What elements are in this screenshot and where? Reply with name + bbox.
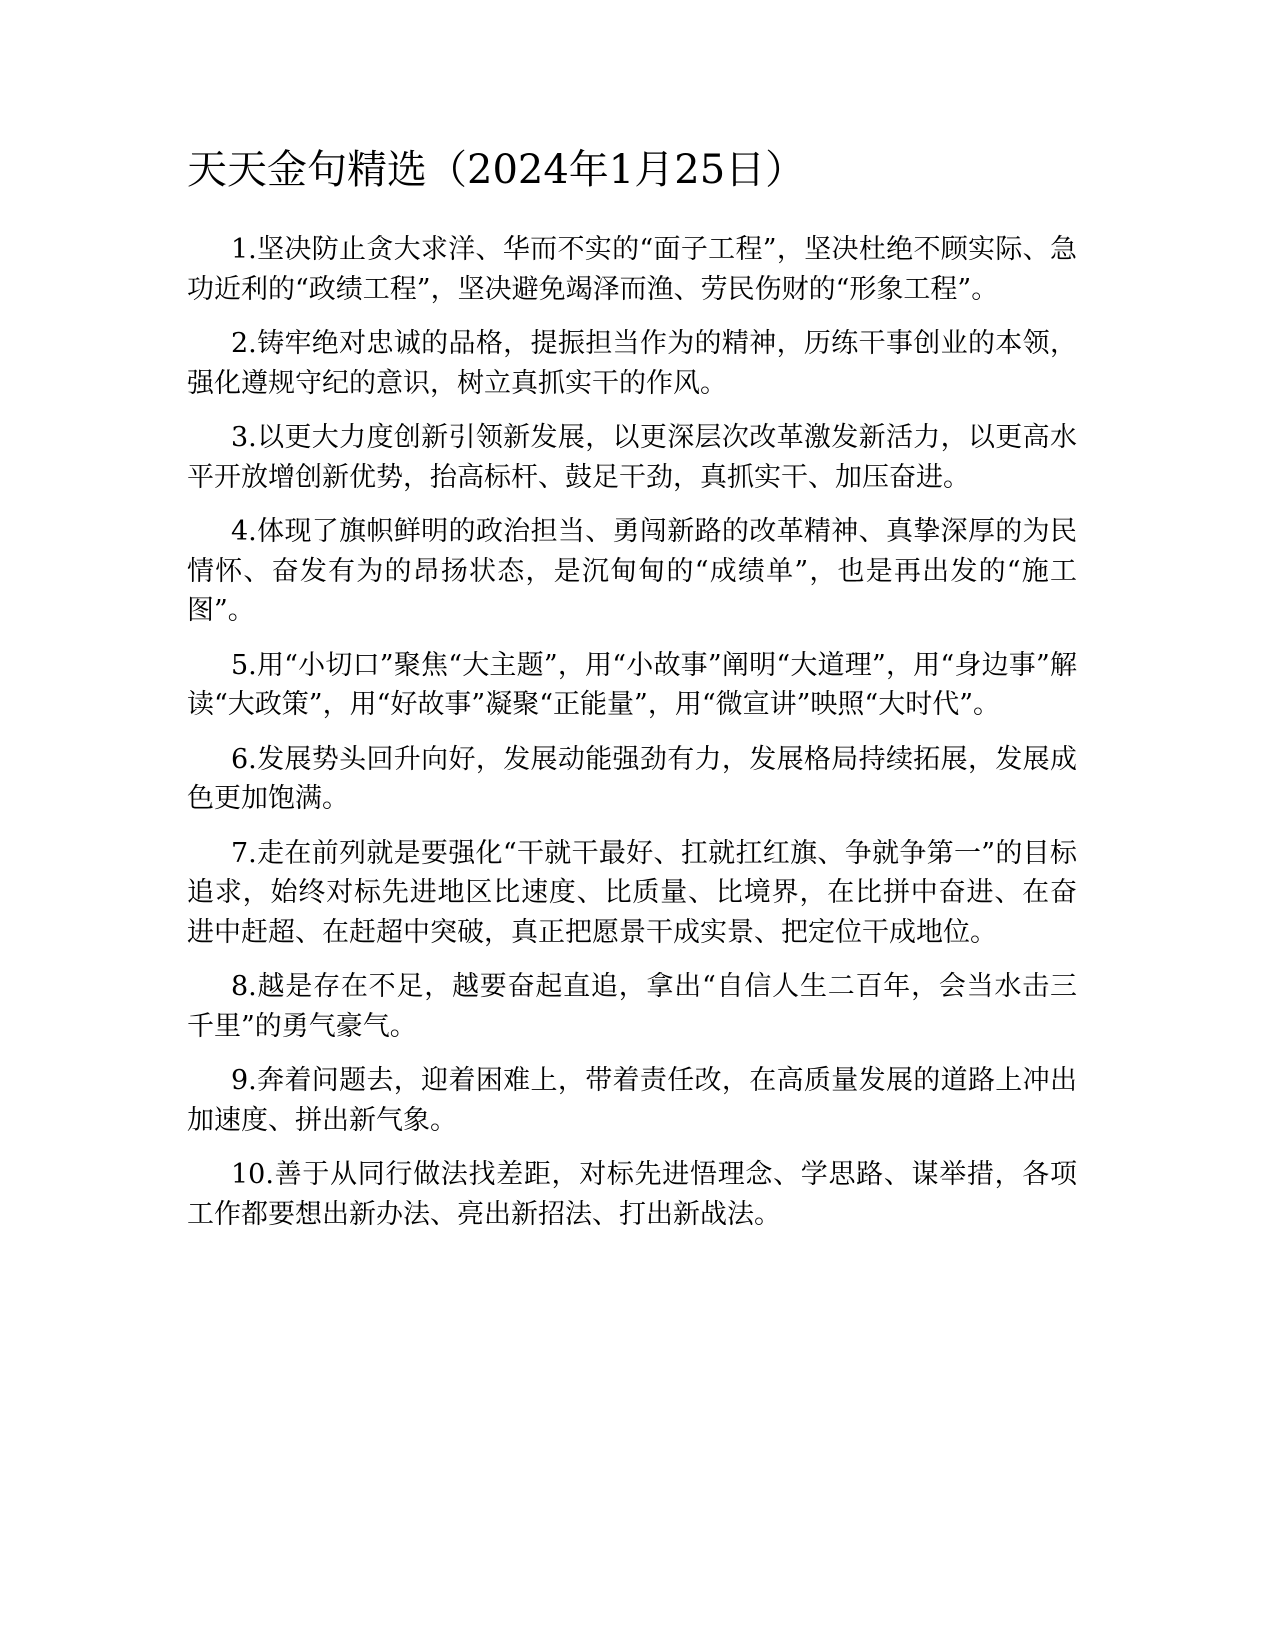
page-title: 天天金句精选（2024年1月25日） [187,147,806,193]
document-body [187,140,1077,1249]
quote-item: 3.以更大力度创新引领新发展，以更深层次改革激发新活力，以更高水平开放增创新优势，抬高标杆、鼓足干劲，真抓实干、加压奋进。 [187,422,1077,493]
quote-item: 8.越是存在不足，越要奋起直追，拿出“自信人生二百年，会当水击三千里”的勇气豪气。 [187,971,1077,1042]
quote-item: 4.体现了旗帜鲜明的政治担当、勇闯新路的改革精神、真挚深厚的为民情怀、奋发有为的昂扬状态，是沉甸甸的“成绩单”，也是再出发的“施工图”。 [187,516,1077,626]
quote-item: 5.用“小切口”聚焦“大主题”，用“小故事”阐明“大道理”，用“身边事”解读“大政策”，用“好故事”凝聚“正能量”，用“微宣讲”映照“大时代”。 [187,649,1077,720]
quote-item: 2.铸牢绝对忠诚的品格，提振担当作为的精神，历练干事创业的本领，强化遵规守纪的意识，树立真抓实干的作风。 [187,328,1077,399]
quote-item: 7.走在前列就是要强化“干就干最好、扛就扛红旗、争就争第一”的目标追求，始终对标先进地区比速度、比质量、比境界，在比拼中奋进、在奋进中赶超、在赶超中突破，真正把愿景干成实景、把定位干成地位。 [187,837,1077,948]
quote-item: 10.善于从同行做法找差距，对标先进悟理念、学思路、谋举措，各项工作都要想出新办法、亮出新招法、打出新战法。 [187,1159,1077,1230]
quote-item: 9.奔着问题去，迎着困难上，带着责任改，在高质量发展的道路上冲出加速度、拼出新气象。 [187,1065,1077,1136]
quote-item: 1.坚决防止贪大求洋、华而不实的“面子工程”，坚决杜绝不顾实际、急功近利的“政绩工程”，坚决避免竭泽而渔、劳民伤财的“形象工程”。 [187,234,1077,305]
quote-item: 6.发展势头回升向好，发展动能强劲有力，发展格局持续拓展，发展成色更加饱满。 [187,743,1077,814]
